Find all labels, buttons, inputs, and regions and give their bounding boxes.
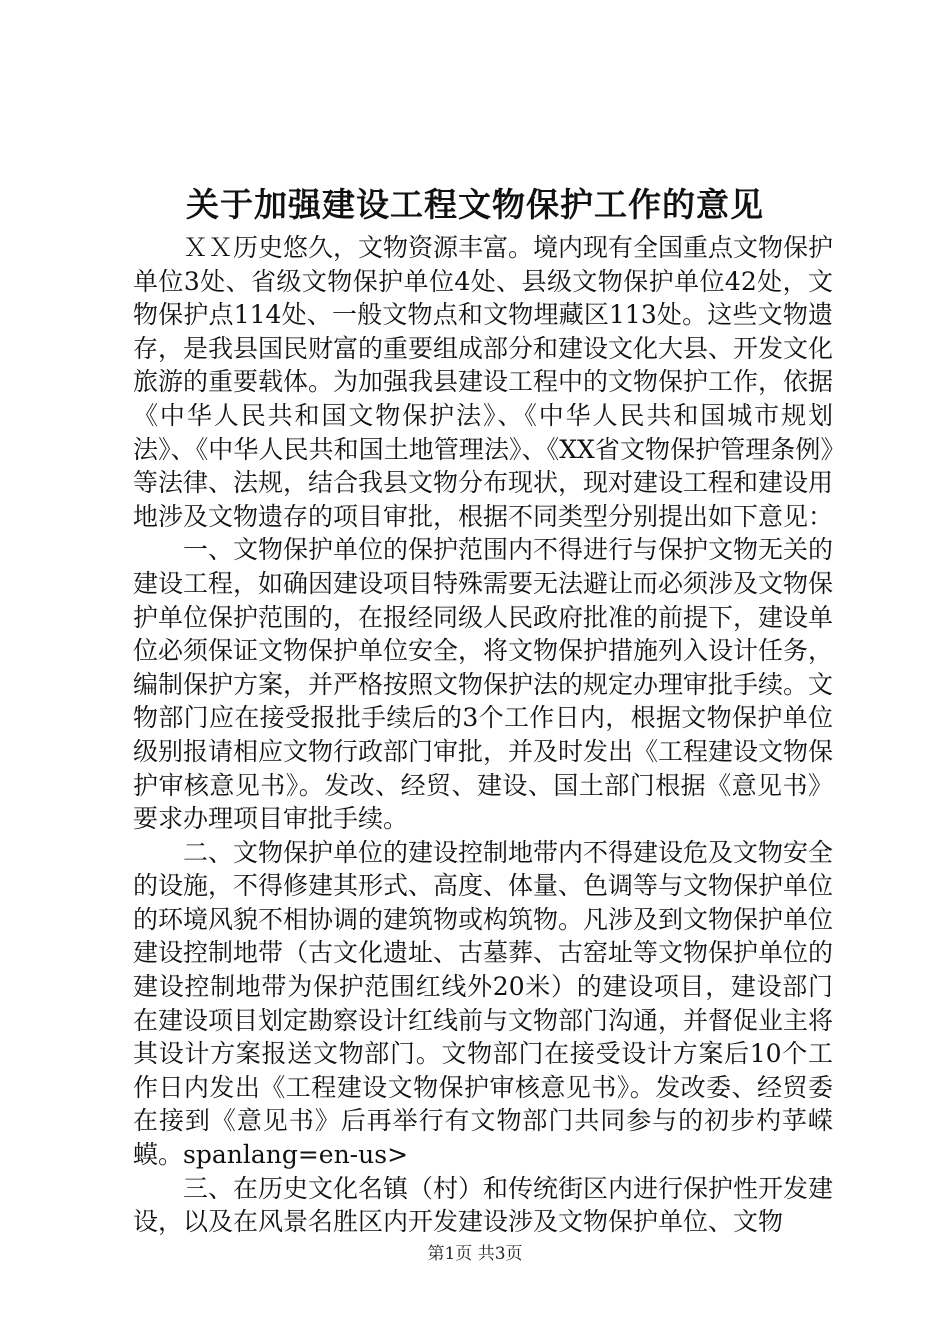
page-number-footer: 第1页 共3页 (427, 1244, 523, 1264)
document-body (133, 231, 833, 1239)
paragraph-section-2: 二、文物保护单位的建设控制地带内不得建设危及文物安全的设施，不得修建其形式、高度、体量、色调等与文物保护单位的环境风貌不相协调的建筑物或构筑物。凡涉及到文物保护单位建设控制地带（古文化遗址、古墓葬、古窑址等文物保护单位的建设控制地带为保护范围红线外20米）的建设项目，建设部门在建设项目划定勘察设计红线前与文物部门沟通，并督促业主将其设计方案报送文物部门。文物部门在接受设计方案后10个工作日内发出《工程建设文物保护审核意见书》。发改委、经贸委在接到《意见书》后再举行有文物部门共同参与的初步杓苸嵘蟆。spanlang=en-us> (133, 837, 834, 1170)
paragraph-intro: ＸＸ历史悠久，文物资源丰富。境内现有全国重点文物保护单位3处、省级文物保护单位4处、县级文物保护单位42处，文物保护点114处、一般文物点和文物埋藏区113处。这些文物遗存，是我县国民财富的重要组成部分和建设文化大县、开发文化旅游的重要载体。为加强我县建设工程中的文物保护工作，依据《中华人民共和国文物保护法》、《中华人民共和国城市规划法》、《中华人民共和国土地管理法》、《XX省文物保护管理条例》等法律、法规，结合我县文物分布现状，现对建设工程和建设用地涉及文物遗存的项目审批，根据不同类型分别提出如下意见： (133, 233, 834, 531)
paragraph-section-3: 三、在历史文化名镇（村）和传统街区内进行保护性开发建设，以及在风景名胜区内开发建设涉及文物保护单位、文物 (133, 1173, 834, 1237)
paragraph-section-1: 一、文物保护单位的保护范围内不得进行与保护文物无关的建设工程，如确因建设项目特殊需要无法避让而必须涉及文物保护单位保护范围的，在报经同级人民政府批准的前提下，建设单位必须保证文物保护单位安全，将文物保护措施列入设计任务，编制保护方案，并严格按照文物保护法的规定办理审批手续。文物部门应在接受报批手续后的3个工作日内，根据文物保护单位级别报请相应文物行政部门审批，并及时发出《工程建设文物保护审核意见书》。发改、经贸、建设、国土部门根据《意见书》要求办理项目审批手续。 (133, 535, 834, 834)
document-title: 关于加强建设工程文物保护工作的意见 (186, 185, 764, 224)
